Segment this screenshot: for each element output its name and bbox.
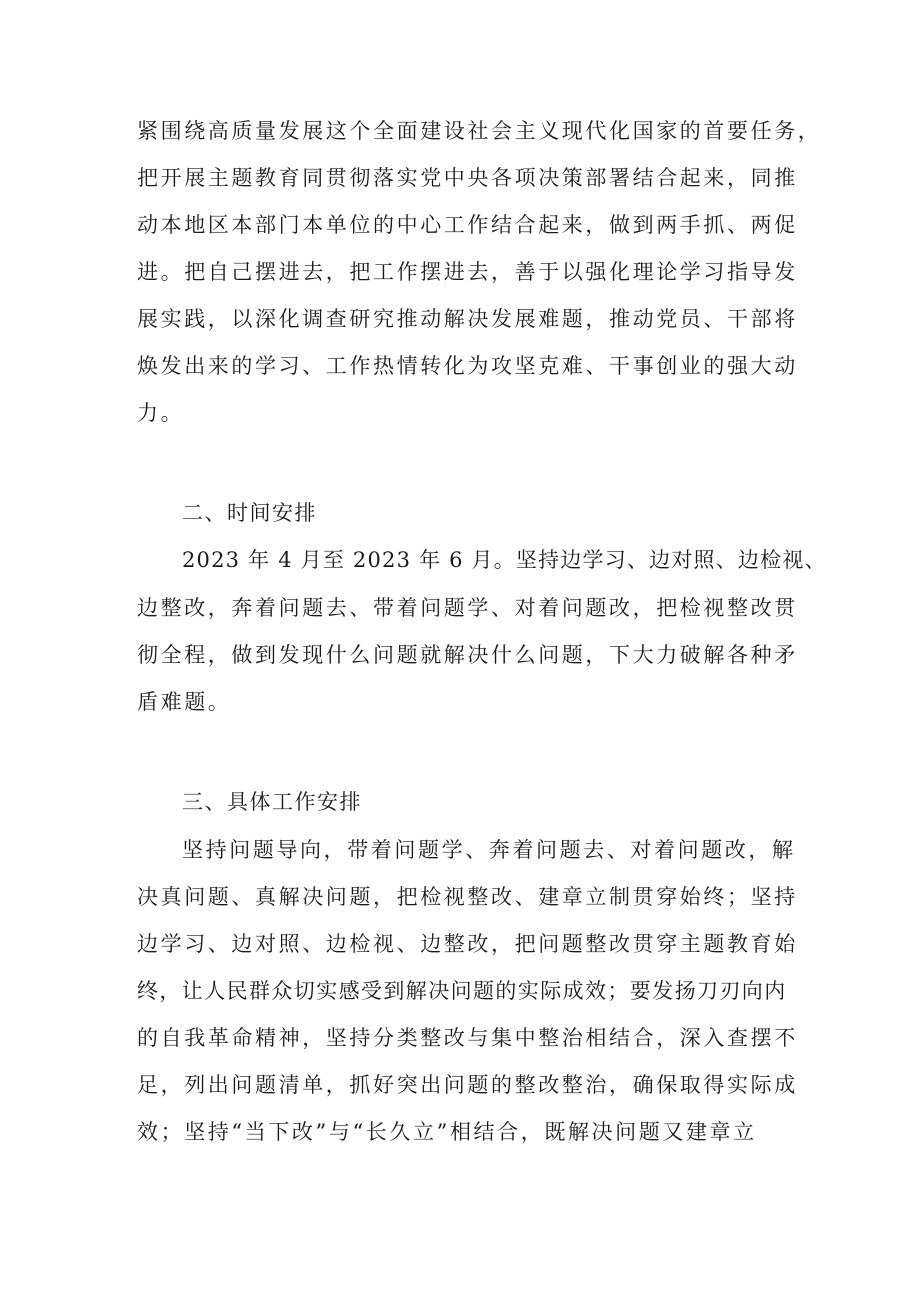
section-heading-time-schedule: 二、时间安排 bbox=[182, 501, 317, 525]
paragraph-line: 的自我革命精神，坚持分类整改与集中整治相结合，深入查摆不 bbox=[137, 1026, 798, 1050]
paragraph-line: 边学习、边对照、边检视、边整改，把问题整改贯穿主题教育始 bbox=[137, 932, 798, 956]
paragraph-line: 决真问题、真解决问题，把检视整改、建章立制贯穿始终；坚持 bbox=[137, 885, 798, 909]
paragraph-line: 2023 年 4 月至 2023 年 6 月。坚持边学习、边对照、边检视、 bbox=[182, 548, 827, 572]
paragraph-line: 力。 bbox=[137, 401, 185, 425]
paragraph-line: 把开展主题教育同贯彻落实党中央各项决策部署结合起来，同推 bbox=[137, 166, 798, 190]
paragraph-line: 盾难题。 bbox=[137, 690, 232, 714]
paragraph-line: 终，让人民群众切实感受到解决问题的实际成效；要发扬刀刃向内 bbox=[137, 979, 787, 1003]
paragraph-line: 紧围绕高质量发展这个全面建设社会主义现代化国家的首要任务， bbox=[137, 119, 822, 143]
paragraph-line: 边整改，奔着问题去、带着问题学、对着问题改，把检视整改贯 bbox=[137, 596, 798, 620]
paragraph-line: 展实践，以深化调查研究推动解决发展难题，推动党员、干部将 bbox=[137, 307, 798, 331]
paragraph-line: 进。把自己摆进去，把工作摆进去，善于以强化理论学习指导发 bbox=[137, 260, 798, 284]
paragraph-line: 彻全程，做到发现什么问题就解决什么问题，下大力破解各种矛 bbox=[137, 643, 798, 667]
paragraph-line: 足，列出问题清单，抓好突出问题的整改整治，确保取得实际成 bbox=[137, 1073, 798, 1097]
paragraph-line: 焕发出来的学习、工作热情转化为攻坚克难、干事创业的强大动 bbox=[137, 354, 798, 378]
section-heading-work-arrangement: 三、具体工作安排 bbox=[182, 790, 362, 814]
paragraph-line: 效；坚持“当下改”与“长久立”相结合，既解决问题又建章立 bbox=[137, 1120, 757, 1144]
paragraph-line: 坚持问题导向，带着问题学、奔着问题去、对着问题改，解 bbox=[182, 838, 796, 862]
paragraph-line: 动本地区本部门本单位的中心工作结合起来，做到两手抓、两促 bbox=[137, 213, 798, 237]
